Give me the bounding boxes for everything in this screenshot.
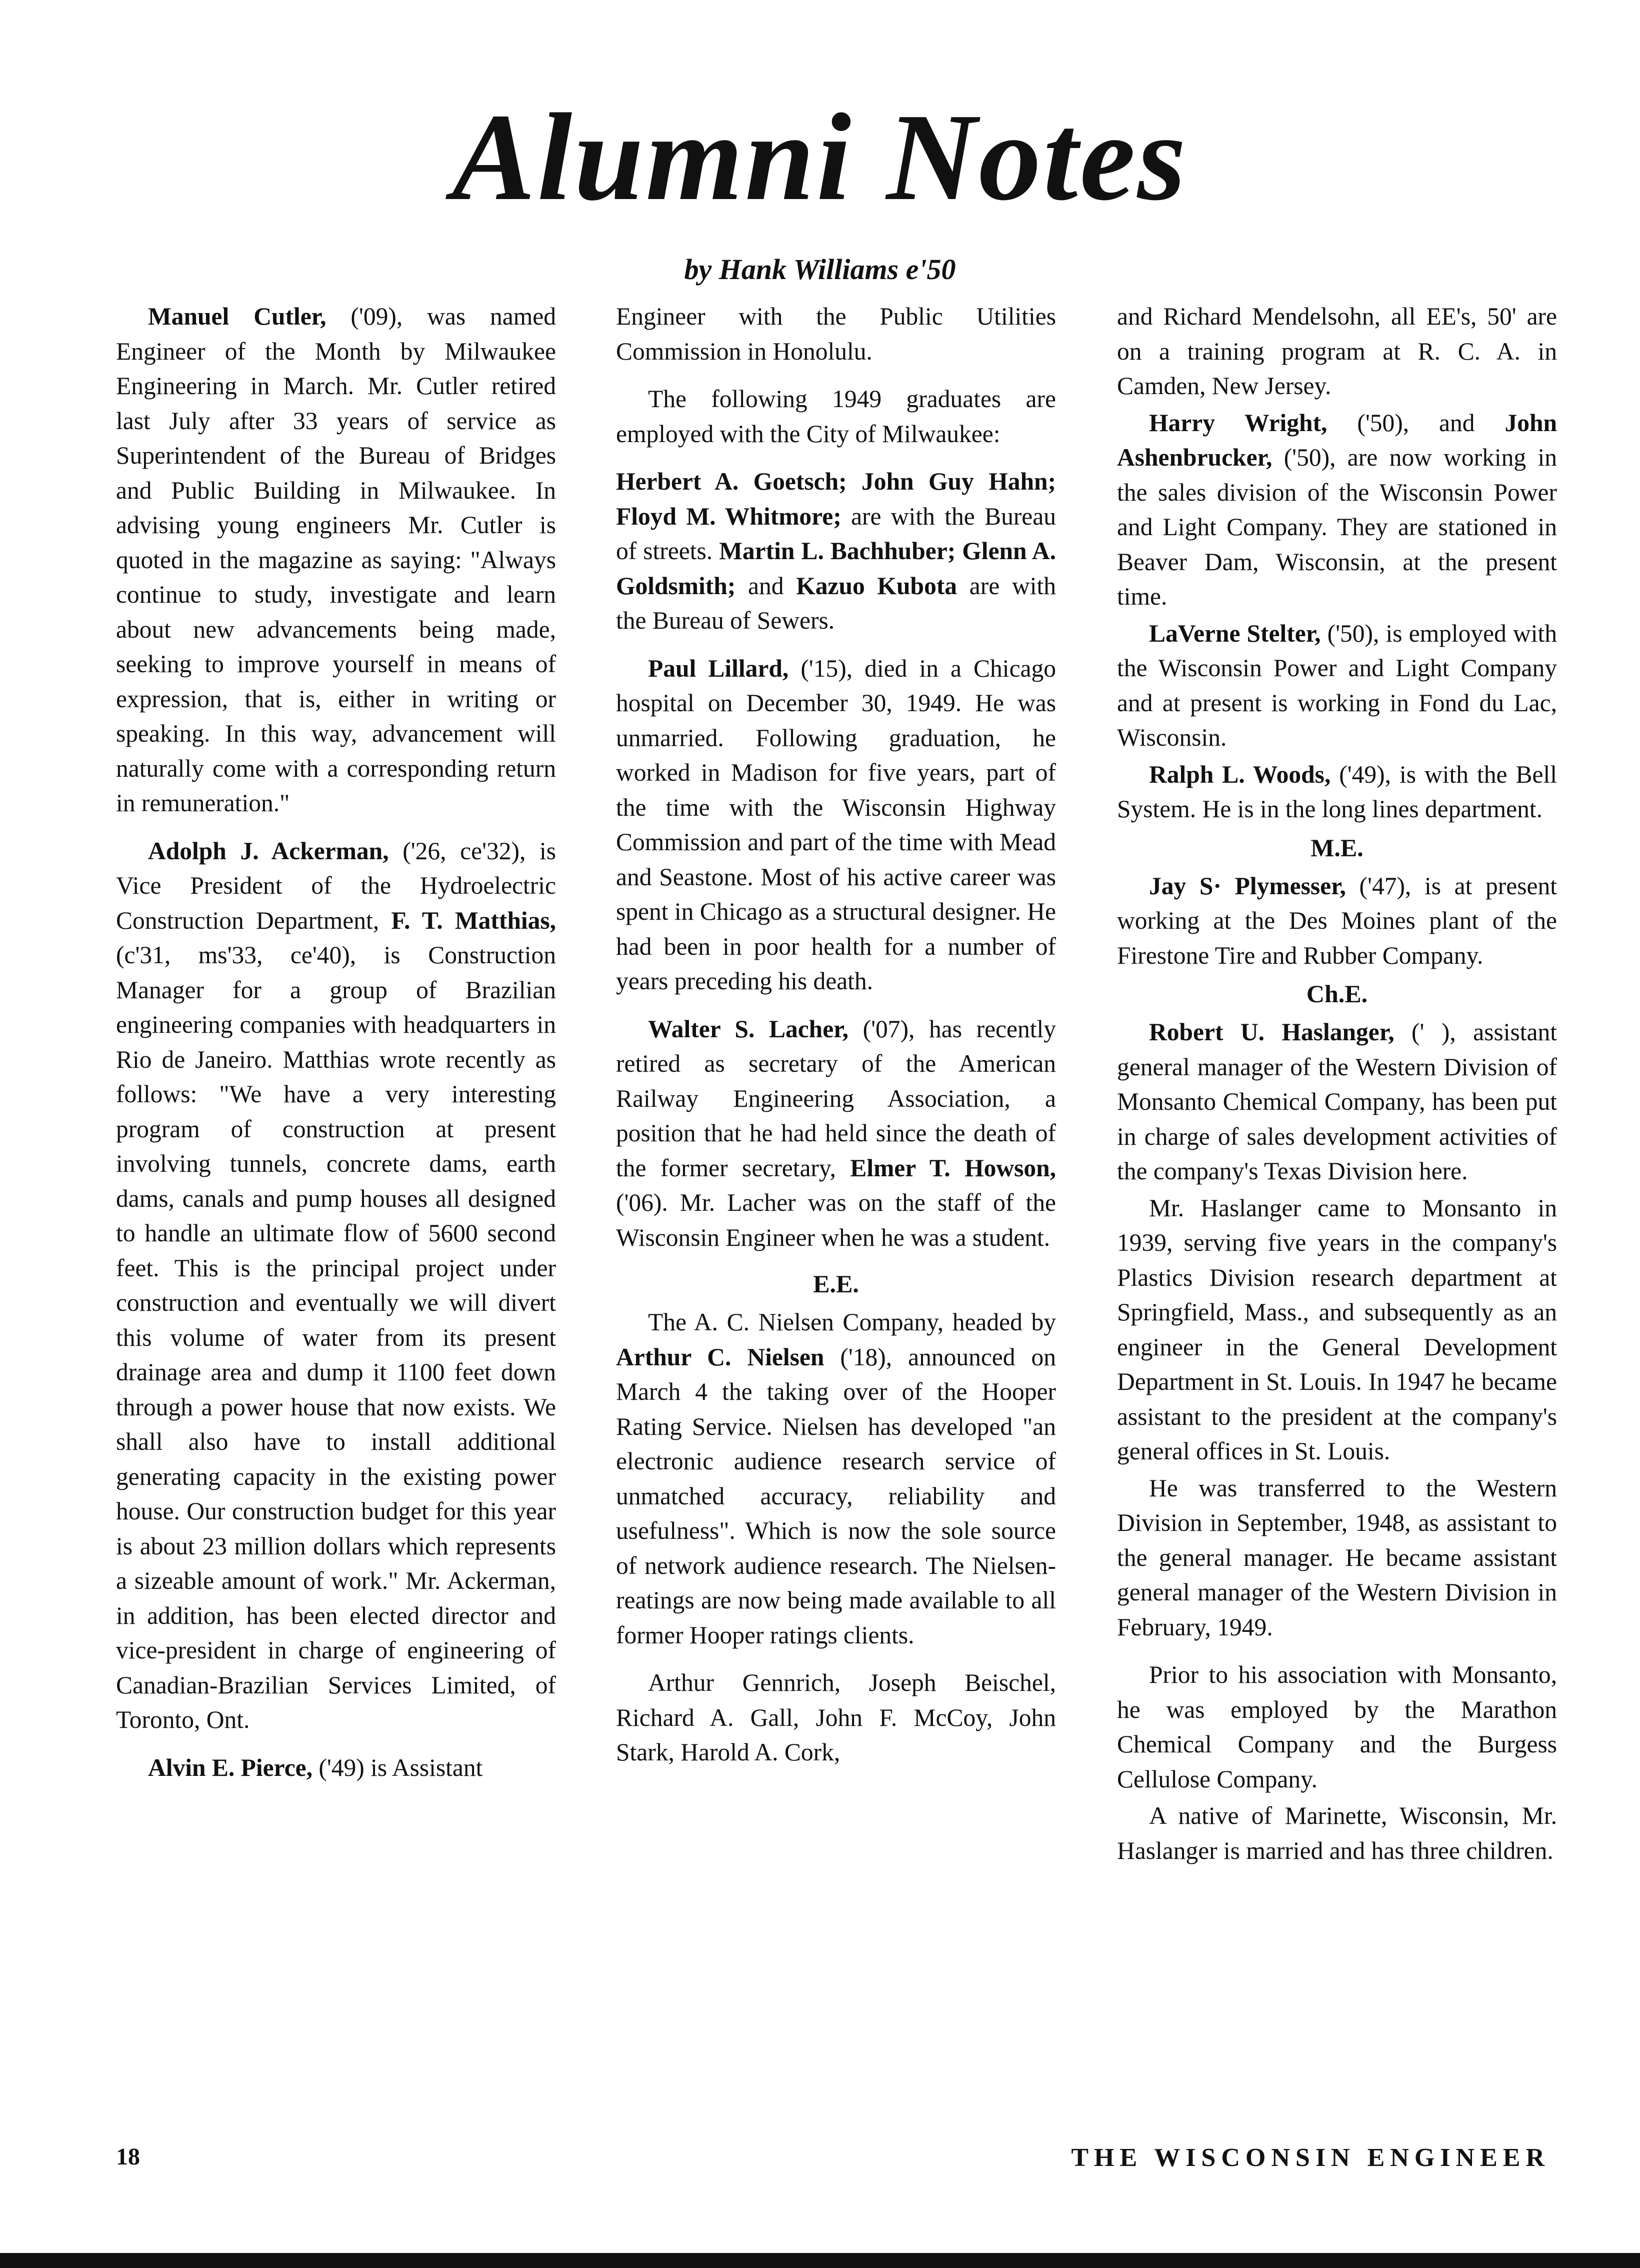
note-text: ('15), died in a Chicago hospital on December 30, 1949. He was unmarried. Following graduation, he worked in Madison for five years, part of the time with the Wisconsin Highway Commission and part of the time with Mead and Seastone. Most of his active career was spent in Chicago as a structural designer. He had been in poor health for a number of years preceding his death.	[616, 654, 1056, 995]
column-1	[116, 299, 556, 1798]
note-text: and	[736, 572, 796, 600]
note-woods	[1117, 757, 1557, 827]
note-rca-continued: and Richard Mendelsohn, all EE's, 50' are on a training program at R. C. A. in Camden, New Jersey.	[1117, 303, 1557, 400]
note-ackerman	[116, 834, 556, 1737]
note-stelter	[1117, 616, 1557, 755]
alumnus-name: LaVerne Stelter,	[1149, 619, 1321, 647]
note-text: ('07), has recently retired as secretary of the American Railway Engineering Association, a position that he had held since the death of the former secretary,	[616, 1015, 1056, 1182]
alumnus-name: Walter S. Lacher,	[648, 1015, 848, 1043]
note-text: ('49), is with the Bell System. He is in the long lines department.	[1117, 760, 1557, 823]
note-haslanger	[1117, 1015, 1557, 1189]
alumnus-name: Kazuo Kubota	[796, 572, 958, 600]
section-heading-che: Ch.E.	[1306, 980, 1368, 1008]
alumnus-name: Harry Wright,	[1149, 409, 1328, 437]
note-haslanger-transfer: He was transferred to the Western Division in September, 1948, as assistant to the general manager. He became assistant general manager of the Western Division in February, 1949.	[1117, 1474, 1557, 1641]
alumnus-name: Arthur C. Nielsen	[616, 1343, 824, 1371]
note-wright	[1117, 406, 1557, 614]
note-text: are with the Bureau of streets.	[616, 502, 1056, 565]
note-lillard	[616, 651, 1056, 999]
alumnus-name: Ralph L. Woods,	[1149, 760, 1331, 788]
note-text: ('09), was named Engineer of the Month by Milwaukee Engineering in March. Mr. Cutler retired last July after 33 years of service as Superintendent of the Bureau of Bridges and Public Building in Milwaukee. In advising young engineers Mr. Cutler is quoted in the magazine as saying: "Always continue to study, investigate and learn about new advancements being made, seeking to improve yourself in means of expression, that is, either in writing or speaking. In this way, advancement will naturally come with a corresponding return in remuneration."	[116, 303, 556, 817]
note-text: ('06). Mr. Lacher was on the staff of the Wisconsin Engineer when he was a student.	[616, 1189, 1056, 1251]
note-pierce	[116, 1750, 556, 1785]
column-3	[1117, 299, 1557, 1870]
note-pierce-continued: Engineer with the Public Utilities Commission in Honolulu.	[616, 303, 1056, 365]
alumnus-name: Alvin E. Pierce,	[148, 1753, 313, 1781]
note-text: ('47), is at present working at the Des Moines plant of the Firestone Tire and Rubber Company.	[1117, 872, 1557, 969]
column-2	[616, 299, 1056, 1783]
note-haslanger-prior: Prior to his association with Monsanto, he was employed by the Marathon Chemical Company and the Burgess Cellulose Company.	[1117, 1661, 1557, 1793]
note-plymesser	[1117, 869, 1557, 973]
note-text: are with the Bureau of Sewers.	[616, 572, 1056, 634]
note-nielsen	[616, 1305, 1056, 1652]
publication-footer: THE WISCONSIN ENGINEER	[1071, 2143, 1550, 2172]
graduates-intro: The following 1949 graduates are employed with the City of Milwaukee:	[616, 385, 1056, 448]
note-text: ('18), announced on March 4 the taking over of the Hooper Rating Service. Nielsen has developed "an electronic audience research service of unmatched accuracy, reliability and usefulness". Which is now the sole source of network audience research. The Nielsen-reatings are now being made available to all former Hooper ratings clients.	[616, 1343, 1056, 1649]
note-rca: Arthur Gennrich, Joseph Beischel, Richard A. Gall, John F. McCoy, John Stark, Harold A. Cork,	[616, 1669, 1056, 1766]
note-lacher	[616, 1012, 1056, 1255]
note-text: (c'31, ms'33, ce'40), is Construction Manager for a group of Brazilian engineering companies with headquarters in Rio de Janeiro. Matthias wrote recently as follows: "We have a very interesting program of construction at present involving tunnels, concrete dams, earth dams, canals and pump houses all designed to handle an ultimate flow of 5600 second feet. This is the principal project under construction and eventually we will divert this volume of water from its present drainage area and dump it 1100 feet down through a power house that now exists. We shall also have to install additional generating capacity in the existing power house. Our construction budget for this year is about 23 million dollars which represents a sizeable amount of work." Mr. Ackerman, in addition, has been elected director and vice-president in charge of engineering of Canadian-Brazilian Services Limited, of Toronto, Ont.	[116, 941, 556, 1733]
alumnus-name: Paul Lillard,	[648, 654, 789, 682]
alumnus-name: Martin L. Bachhuber; Glenn A. Goldsmith;	[616, 537, 1056, 600]
section-heading-ee: E.E.	[813, 1270, 859, 1298]
alumnus-name: John Ashenbrucker,	[1117, 409, 1557, 471]
section-heading-me: M.E.	[1310, 833, 1364, 862]
note-haslanger-personal: A native of Marinette, Wisconsin, Mr. Haslanger is married and has three children.	[1117, 1802, 1557, 1864]
alumnus-name: Elmer T. Howson,	[850, 1154, 1056, 1182]
byline: by Hank Williams e'50	[684, 253, 956, 286]
note-haslanger-career: Mr. Haslanger came to Monsanto in 1939, serving five years in the company's Plastics Division research department at Springfield, Mass., and subsequently as an engineer in the General Development Department in St. Louis. In 1947 he became assistant to the president at the company's general offices in St. Louis.	[1117, 1194, 1557, 1465]
alumnus-name: F. T. Matthias,	[391, 906, 556, 934]
alumnus-name: Jay S· Plymesser,	[1149, 872, 1346, 900]
note-text: ('50), and	[1327, 409, 1505, 437]
note-text: ('49) is Assistant	[312, 1753, 483, 1781]
note-cutler	[116, 299, 556, 821]
page-title: Alumni Notes	[452, 88, 1188, 227]
note-text: ('50), are now working in the sales division of the Wisconsin Power and Light Company. They are stationed in Beaver Dam, Wisconsin, at the present time.	[1117, 444, 1557, 610]
note-text: ('50), is employed with the Wisconsin Power and Light Company and at present is working in Fond du Lac, Wisconsin.	[1117, 619, 1557, 751]
alumnus-name: Manuel Cutler,	[148, 303, 326, 330]
note-text: ('26, ce'32), is Vice President of the Hydroelectric Construction Department,	[116, 837, 556, 934]
note-text: The A. C. Nielsen Company, headed by	[648, 1308, 1056, 1336]
page-number: 18	[116, 2143, 140, 2170]
bottom-scan-border	[0, 2253, 1640, 2268]
note-graduates	[616, 464, 1056, 638]
note-text: (' ), assistant general manager of the Western Division of Monsanto Chemical Company, has been put in charge of sales development activities of the company's Texas Division here.	[1117, 1018, 1557, 1185]
alumnus-name: Robert U. Haslanger,	[1149, 1018, 1394, 1046]
alumnus-name: Adolph J. Ackerman,	[148, 837, 389, 865]
alumnus-name: Herbert A. Goetsch; John Guy Hahn; Floyd M. Whitmore;	[616, 468, 1056, 530]
